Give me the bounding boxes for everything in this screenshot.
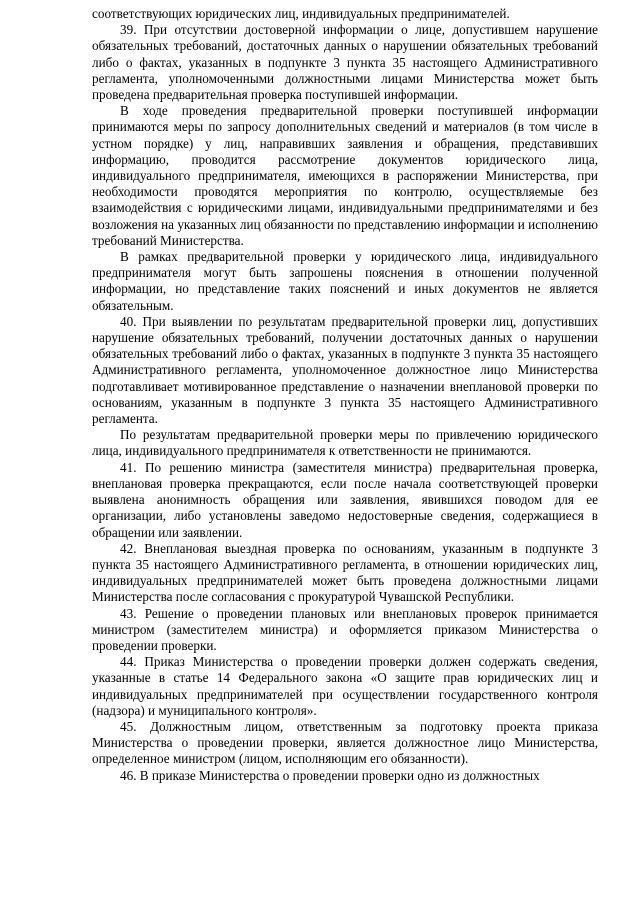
paragraph-41: 41. По решению министра (заместителя министра) предварительная проверка, внеплановая проверка прекращаются, если после начала соответствующей проверки выявлена анонимность обращения или заявления, явившихся поводом для ее организации, либо установлены заведомо недостоверные сведения, содержащиеся в обращении или заявлении.: [92, 459, 598, 540]
paragraph-42: 42. Внеплановая выездная проверка по основаниям, указанным в подпункте 3 пункта 35 настоящего Административного регламента, в отношении юридических лиц, индивидуальных предпринимателей может быть проведена должностными лицами Министерства после согласования с прокуратурой Чувашской Республики.: [92, 540, 598, 605]
paragraph-40: 40. При выявлении по результатам предварительной проверки лиц, допустивших нарушение обязательных требований, получении достаточных данных о нарушении обязательных требований либо о фактах, указанных в подпункте 3 пункта 35 настоящего Административного регламента, уполномоченное должностное лицо Министерства подготавливает мотивированное представление о назначении внеплановой проверки по основаниям, указанным в подпункте 3 пункта 35 настоящего Административного регламента.: [92, 313, 598, 427]
paragraph-44: 44. Приказ Министерства о проведении проверки должен содержать сведения, указанные в статье 14 Федерального закона «О защите прав юридических лиц и индивидуальных предпринимателей при осуществлении государственного контроля (надзора) и муниципального контроля».: [92, 654, 598, 718]
paragraph-46: 46. В приказе Министерства о проведении проверки одно из должностных: [120, 767, 540, 783]
paragraph-39: 39. При отсутствии достоверной информации о лице, допустившем нарушение обязательных требований, достаточных данных о нарушении обязательных требований либо о фактах, указанных в подпункте 3 пункта 35 настоящего Административного регламента, уполномоченными должностными лицами Министерства может быть проведена предварительная проверка поступившей информации.: [92, 22, 598, 103]
paragraph-40-results: По результатам предварительной проверки меры по привлечению юридического лица, индивидуального предпринимателя к ответственности не принимаются.: [92, 427, 598, 459]
paragraph-39-explanations: В рамках предварительной проверки у юридического лица, индивидуального предпринимателя могут быть запрошены пояснения в отношении полученной информации, но представление таких пояснений и иных документов не является обязательным.: [92, 249, 598, 313]
paragraph-continuation: соответствующих юридических лиц, индивидуальных предпринимателей.: [92, 6, 510, 21]
paragraph-45: 45. Должностным лицом, ответственным за подготовку проекта приказа Министерства о проведении проверки, является должностное лицо Министерства, определенное министром (лицом, исполняющим его обязанности).: [92, 718, 598, 767]
paragraph-39-preliminary-check: В ходе проведения предварительной проверки поступившей информации принимаются меры по запросу дополнительных сведений и материалов (в том числе в устном порядке) у лиц, направивших заявления и обращения, представивших информацию, проводится рассмотрение документов юридического лица, индивидуального предпринимателя, имеющихся в распоряжении Министерства, при необходимости проводятся мероприятия по контролю, осуществляемые без взаимодействия с юридическими лицами, индивидуальными предпринимателями и без возложения на указанных лиц обязанности по представлению информации и исполнению требований Министерства.: [92, 103, 598, 248]
paragraph-43: 43. Решение о проведении плановых или внеплановых проверок принимается министром (заместителем министра) и оформляется приказом Министерства о проведении проверки.: [92, 605, 598, 653]
